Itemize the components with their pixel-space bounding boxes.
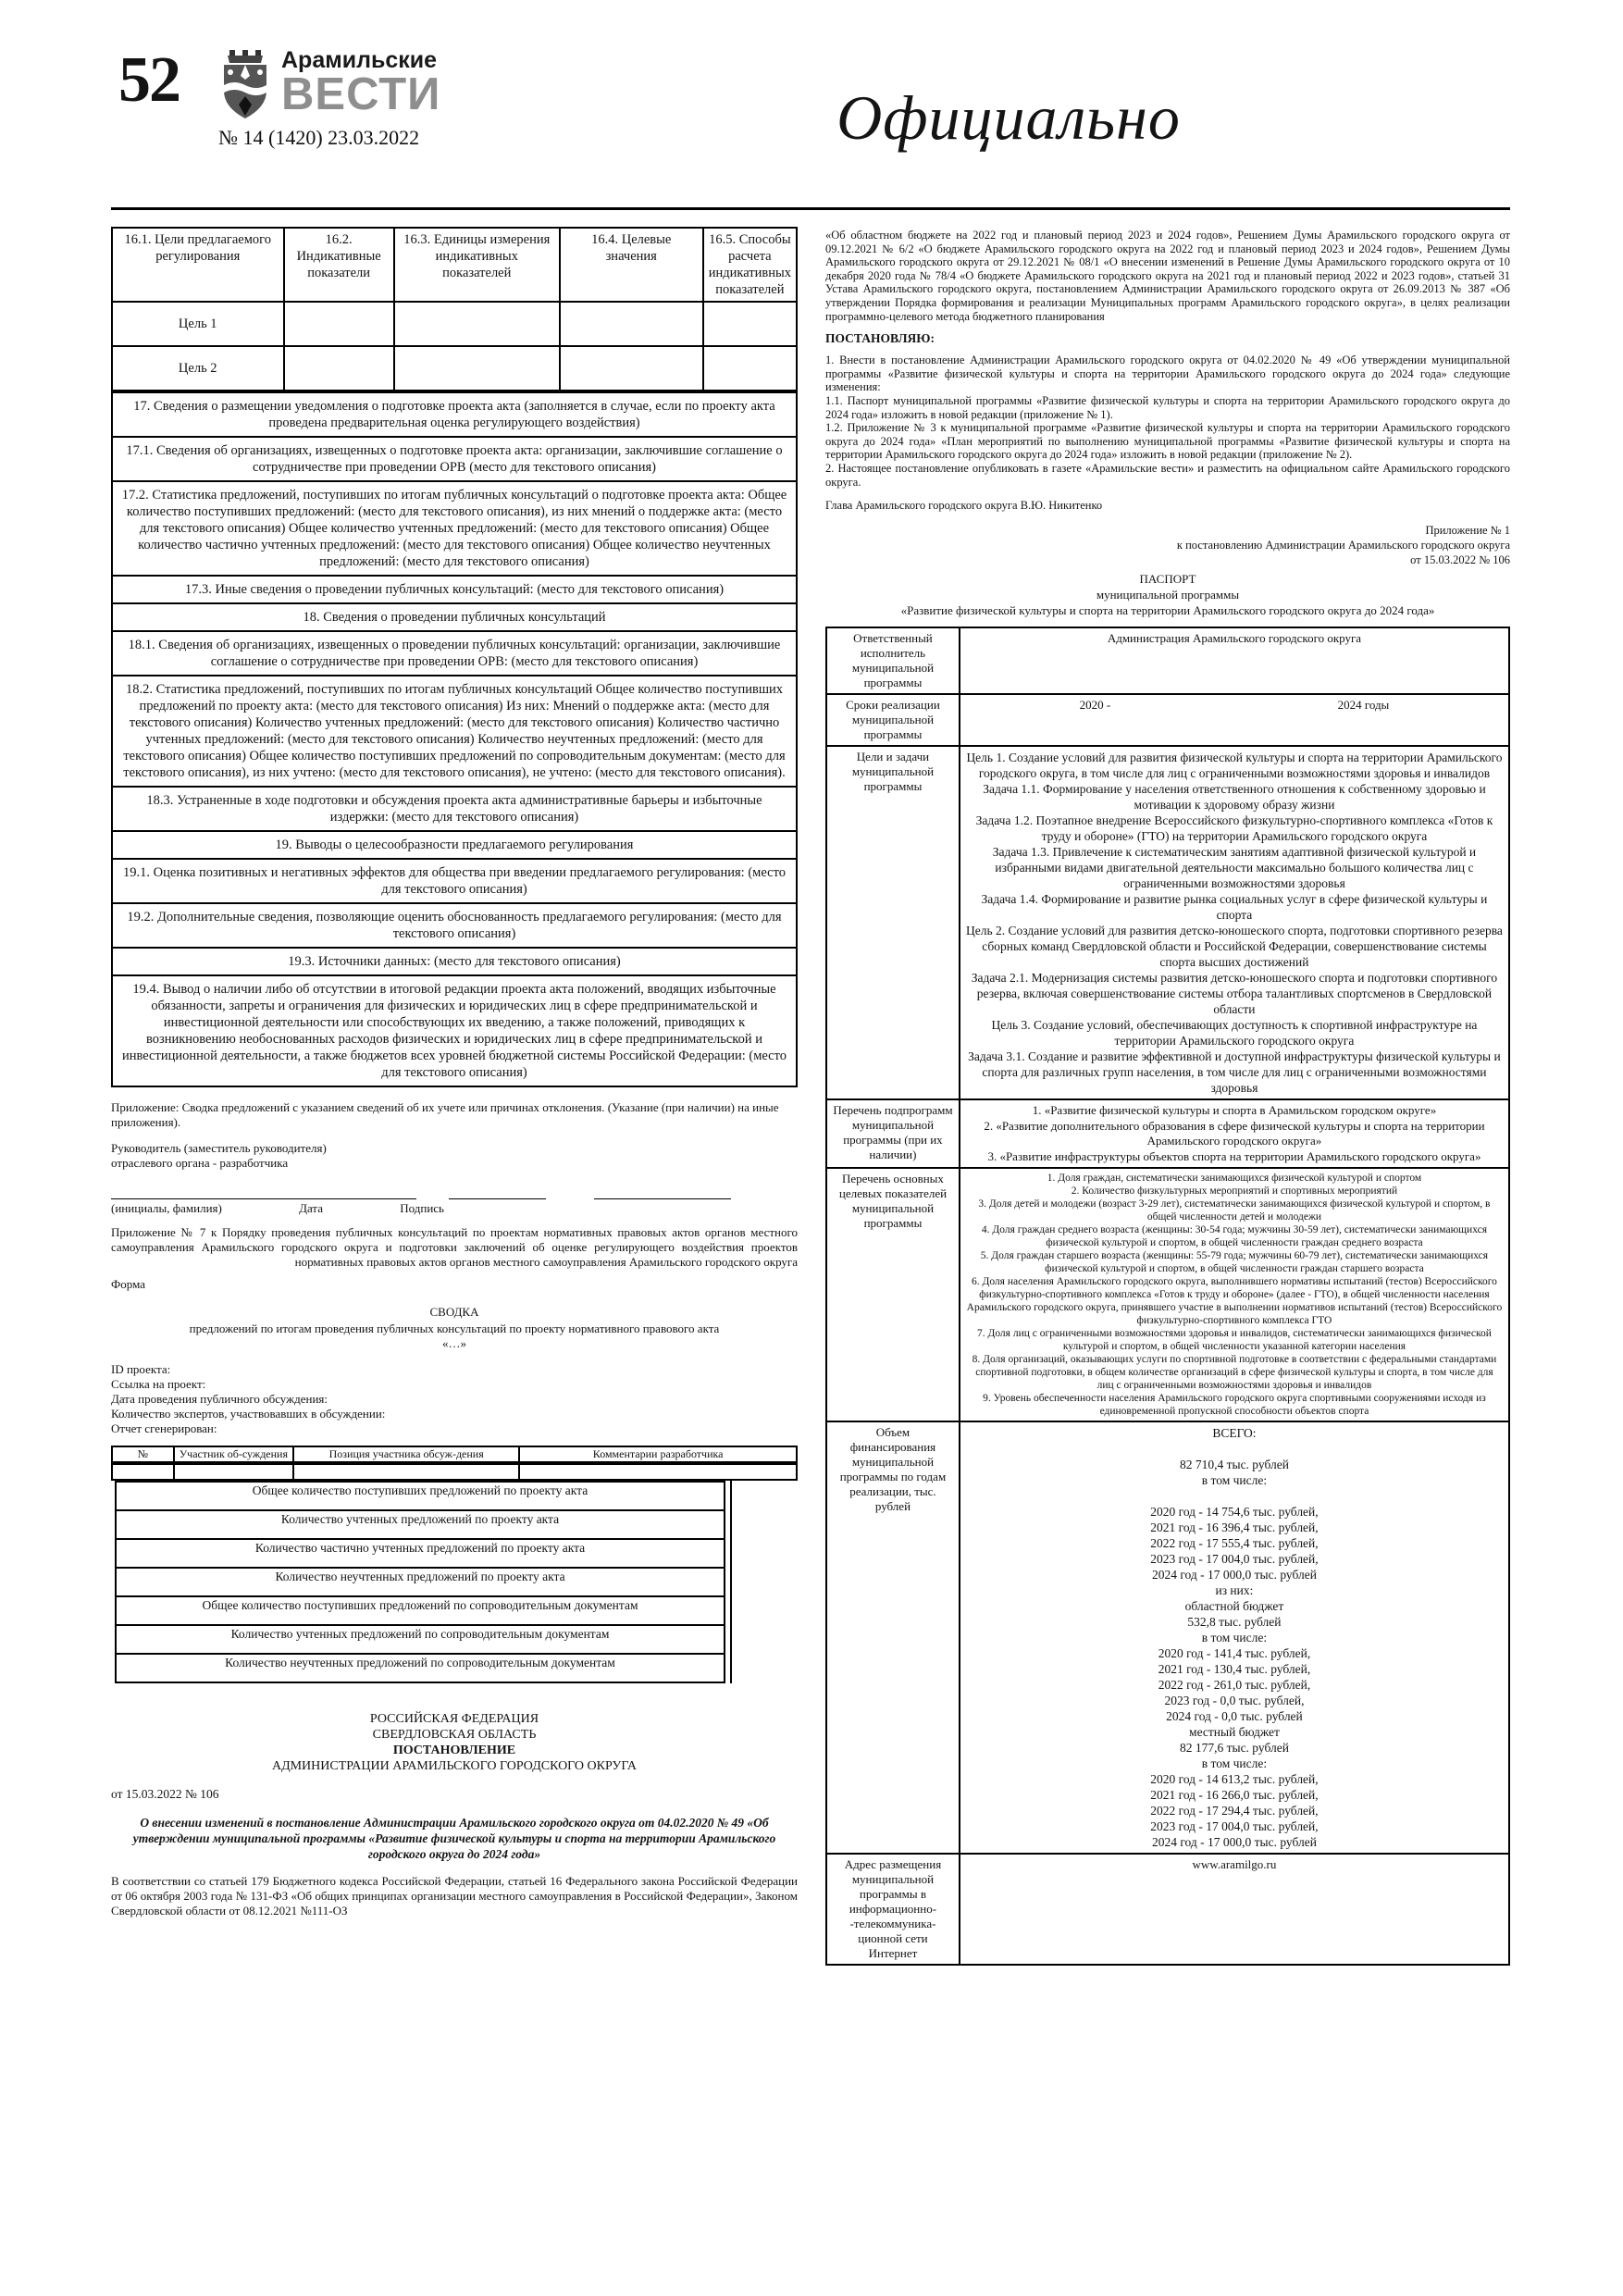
signer-line: Руководитель (заместитель руководителя) xyxy=(111,1141,327,1155)
passport-title-line: «Развитие физической культуры и спорта на территории Арамильского городского округа до 2024 года» xyxy=(900,603,1435,618)
financing-line xyxy=(966,1441,1503,1457)
table-row xyxy=(826,1421,1509,1854)
masthead xyxy=(118,44,441,150)
discussion-row xyxy=(112,1464,797,1480)
table-row xyxy=(826,1099,1509,1168)
financing-line: 532,8 тыс. рублей xyxy=(1187,1615,1282,1630)
decree-body-paragraph: В соответствии со статьей 179 Бюджетного кодекса Российской Федерации, статьей 16 Федерального закона Российской Федерации от 06 октября 2003 года № 131-ФЗ «Об общих принципах организации местного самоуправления в Российской Федерации», Законом Свердловской области от 08.12.2021 №111-ОЗ xyxy=(111,1874,798,1917)
svodka-quote: «…» xyxy=(442,1336,466,1350)
count-row: Количество учтенных предложений по сопроводительным документам xyxy=(115,1626,725,1655)
discussion-header-row xyxy=(112,1446,797,1462)
section-row: 18.3. Устраненные в ходе подготовки и обсуждения проекта акта административные барьеры и избыточные издержки: (место для текстового описания) xyxy=(111,788,798,832)
financing-line: 82 177,6 тыс. рублей xyxy=(1179,1741,1289,1756)
goal-line: Цель 3. Создание условий, обеспечивающих доступность к спортивной инфраструктуре на территории Арамильского городского округа xyxy=(991,1018,1478,1049)
discussion-header-cell: Комментарии разработчика xyxy=(519,1446,797,1462)
goal-line: Задача 1.2. Поэтапное внедрение Всероссийского физкультурно-спортивного комплекса «Готов к труду и обороне» (ГТО) на территории Арамильского городского округа xyxy=(975,813,1493,844)
paper-name-bottom: ВЕСТИ xyxy=(281,69,441,120)
financing-line: 2020 год - 141,4 тыс. рублей, xyxy=(1158,1646,1311,1661)
intro-paragraph: «Об областном бюджете на 2022 год и плановый период 2023 и 2024 годов», Решением Думы Арамильского городского округа от 09.12.2021 № 6/2 «О бюджете Арамильского городского округа на 2022 год и плановый период 2023 и 2024 годов», Решением Думы Арамильского городского округа от 29.12.2021 № 08/1 «О внесении изменений в Решение Думы Арамильского городского округа от 10 декабря 2020 года № 78/4 «О бюджете Арамильского городского округа на 2021 год и плановый период 2022 и 2023 годов», статьей 31 Устава Арамильского городского округа, постановлением Администрации Арамильского городского округа от 26.09.2013 № 387 «Об утверждении Порядка формирования и реализации Муниципальных программ Арамильского городского округа», в целях реализации программно-целевого метода бюджетного планирования xyxy=(825,229,1510,323)
financing-line: 2024 год - 0,0 тыс. рублей xyxy=(1166,1709,1303,1724)
paper-name-top: Арамильские xyxy=(281,47,438,73)
goal-line: Задача 2.1. Модернизация системы развития детско-юношеского спорта и подготовки спортивного резерва, включая совершенствование системы отбора талантливых спортсменов в Свердловской области xyxy=(971,971,1498,1017)
financing-line: 2023 год - 17 004,0 тыс. рублей, xyxy=(1150,1552,1319,1567)
section-row: 19.4. Вывод о наличии либо об отсутствии в итоговой редакции проекта акта положений, вводящих избыточные обязанности, запреты и ограничения для физических и юридических лиц в сфере предпринимательской и инвестиционной деятельности или способствующих их введению, а также положений, приводящих к возникновению необоснованных расходов физических и юридических лиц в сфере предпринимательской и инвестиционной деятельности, а также бюджетов всех уровней бюджетной системы Российской Федерации: (место для текстового описания) xyxy=(111,976,798,1087)
section-row: 17.3. Иные сведения о проведении публичных консультаций: (место для текстового описания) xyxy=(111,577,798,604)
indicator-line: 5. Доля граждан старшего возраста (женщины: 55-79 года; мужчины 60-79 лет), систематически занимающихся физической культурой и спортом, в общей численности граждан старшего возраста xyxy=(980,1250,1489,1275)
signature-caption xyxy=(111,1201,444,1216)
goal-line: Цель 2. Создание условий для развития детско-юношеского спорта, подготовки спортивного резерва сборных команд Свердловской области и Российской Федерации, совершенствование системы спорта высших достижений xyxy=(966,924,1503,970)
meta-line: Количество экспертов, участвовавших в обсуждении: xyxy=(111,1407,386,1421)
financing-line: в том числе: xyxy=(1201,1473,1268,1488)
coat-of-arms-icon xyxy=(218,48,272,120)
goal-line: Задача 3.1. Создание и развитие эффективной и доступной инфраструктуры физической культуры и спорта для различных групп населения, в том числе для лиц с ограниченными возможностями здоровья xyxy=(968,1049,1501,1096)
financing-line: 2021 год - 16 396,4 тыс. рублей, xyxy=(1150,1520,1319,1535)
discussion-table xyxy=(111,1446,798,1481)
count-row: Количество неучтенных предложений по сопроводительным документам xyxy=(115,1655,725,1683)
page-number: 52 xyxy=(118,44,180,116)
table-row xyxy=(826,627,1509,694)
financing-label: Объем финансирования муниципальной программы по годам реализации, тыс. рублей xyxy=(826,1421,960,1854)
goal-line: Задача 1.1. Формирование у населения ответственного отношения к собственному здоровью и мотивации к здоровому образу жизни xyxy=(983,782,1486,813)
sign-label: Подпись xyxy=(400,1201,444,1215)
financing-line: 2020 год - 14 613,2 тыс. рублей, xyxy=(1150,1772,1319,1787)
website-value: www.aramilgo.ru xyxy=(960,1854,1509,1965)
responsible-executor-value: Администрация Арамильского городского округа xyxy=(960,627,1509,694)
proposal-count-table xyxy=(115,1481,732,1683)
section-row: 17.1. Сведения об организациях, извещенных о подготовке проекта акта: организации, заключившие соглашение о сотрудничестве при проведении ОРВ (место для текстового описания) xyxy=(111,438,798,482)
table-row xyxy=(826,694,1509,746)
meta-line: Ссылка на проект: xyxy=(111,1377,206,1391)
project-meta-lines xyxy=(111,1362,798,1436)
indicator-line: 4. Доля граждан среднего возраста (женщины: 30-54 года; мужчины 30-59 лет), систематически занимающихся физической культурой и спортом, в общей численности граждан среднего возраста xyxy=(981,1224,1488,1249)
goals-label: Цели и задачи муниципальной программы xyxy=(826,746,960,1099)
decree-item: 1.2. Приложение № 3 к муниципальной программе «Развитие физической культуры и спорта на территории Арамильского городского округа до 2024 года» «План мероприятий по выполнению муниципальной программы «Развитие физической культуры и спорта на территории Арамильского городского округа до 2024 года» изложить в новой редакции (приложение № 2). xyxy=(825,421,1510,462)
count-row: Количество неучтенных предложений по проекту акта xyxy=(115,1569,725,1597)
financing-line: местный бюджет xyxy=(1189,1725,1280,1740)
meta-line: Дата проведения публичного обсуждения: xyxy=(111,1392,328,1406)
indicator-line: 6. Доля населения Арамильского городского округа, выполнившего нормативы испытаний (тестов) Всероссийского физкультурно-спортивного комплекса «Готов к труду и обороне» (далее - ГТО), в общей численности населения Арамильского городского округа, принявшего участие в выполнении нормативов испытаний (тестов) Всероссийского физкультурно-спортивного комплекса ГТО xyxy=(966,1276,1503,1327)
financing-line xyxy=(966,1488,1503,1504)
indicator-line: 3. Доля детей и молодежи (возраст 3-29 лет), систематически занимающихся физической культурой и спортом, в общей численности детей и молодежи xyxy=(978,1198,1491,1223)
goals-value xyxy=(960,746,1509,1099)
subprogram-line: 1. «Развитие физической культуры и спорта в Арамильском городском округе» xyxy=(1032,1103,1437,1118)
goal-1-cell: Цель 1 xyxy=(112,302,284,346)
table-16-header-cell: 16.1. Цели предлагаемого регулирования xyxy=(112,228,284,302)
signature-line xyxy=(111,1184,416,1199)
appendix-7-reference: Приложение № 7 к Порядку проведения публичных консультаций по проектам нормативных правовых актов органов местного самоуправления Арамильского городского округа и подготовки заключений об оценке регулирующего воздействия проектов нормативных правовых актов органов местного самоуправления Арамильского городского округа xyxy=(111,1225,798,1269)
financing-line: 2022 год - 261,0 тыс. рублей, xyxy=(1158,1678,1311,1693)
indicators-value xyxy=(960,1168,1509,1421)
table-16-indicators xyxy=(111,227,798,391)
section-row: 18.2. Статистика предложений, поступивших по итогам публичных консультаций Общее количество поступивших предложений по проекту акта: (место для текстового описания) Из них: Мнений о поддержке акта: (место для текстового описания) Количество учтенных предложений: (место для текстового описания) Количество частично учтенных предложений: (место для текстового описания) Количество неучтенных предложений: (место для текстового описания) Общее количество поступивших предложений по сопроводительным документам: (место для текстового описания), из них учтено: (место для текстового описания), не учтено: (место для текстового описания). xyxy=(111,676,798,788)
discussion-header-cell: Позиция участника обсуж-дения xyxy=(293,1446,519,1462)
region-line: СВЕРДЛОВСКАЯ ОБЛАСТЬ xyxy=(372,1728,537,1742)
section-row: 19. Выводы о целесообразности предлагаемого регулирования xyxy=(111,832,798,860)
count-row: Общее количество поступивших предложений по проекту акта xyxy=(115,1481,725,1511)
goal-2-cell: Цель 2 xyxy=(112,346,284,391)
decree-date-number: от 15.03.2022 № 106 xyxy=(111,1787,219,1801)
count-row: Количество частично учтенных предложений по проекту акта xyxy=(115,1540,725,1569)
table-row xyxy=(112,302,797,346)
table-16-header-cell: 16.5. Способы расчета индикативных показателей xyxy=(703,228,797,302)
section-title: Официально xyxy=(836,82,1181,153)
indicator-line: 7. Доля лиц с ограниченными возможностями здоровья и инвалидов, систематически занимающихся физической культурой и спортом, в общей численности указанной категории населения xyxy=(976,1328,1492,1353)
appendix-note: Приложение: Сводка предложений с указанием сведений об их учете или причинах отклонения. (Указание (при наличии) на иные приложения). xyxy=(111,1100,779,1129)
financing-line: 2021 год - 130,4 тыс. рублей, xyxy=(1158,1662,1311,1677)
forma-label: Форма xyxy=(111,1277,145,1291)
signature-lines xyxy=(111,1184,798,1199)
section-row: 18. Сведения о проведении публичных консультаций xyxy=(111,604,798,632)
decree-title: О внесении изменений в постановление Администрации Арамильского городского округа от 04.02.2020 № 49 «Об утверждении муниципальной программы «Развитие физической культуры и спорта на территории Арамильского городского округа до 2024 года» xyxy=(132,1816,776,1861)
indicators-label: Перечень основных целевых показателей муниципальной программы xyxy=(826,1168,960,1421)
left-column xyxy=(111,227,798,1918)
subprogram-line: 3. «Развитие инфраструктуры объектов спорта на территории Арамильского городского округа» xyxy=(987,1148,1481,1163)
table-row xyxy=(112,346,797,391)
section-row: 19.2. Дополнительные сведения, позволяющие оценить обоснованность предлагаемого регулирования: (место для текстового описания) xyxy=(111,904,798,949)
timeline-label: Сроки реализации муниципальной программы xyxy=(826,694,960,746)
subprograms-label: Перечень подпрограмм муниципальной программы (при их наличии) xyxy=(826,1099,960,1168)
discussion-header-cell: Участник об-суждения xyxy=(174,1446,294,1462)
goal-line: Задача 1.3. Привлечение к систематическим занятиям адаптивной физической культурой и избранными видами двигательной деятельности максимально большого количества лиц с ограниченными возможностями здоровья xyxy=(992,845,1477,891)
subprogram-line: 2. «Развитие дополнительного образования в сфере физической культуры и спорта на территории Арамильского городского округа» xyxy=(984,1118,1485,1148)
svodka-form-section xyxy=(111,1100,798,1918)
indicator-line: 9. Уровень обеспеченности населения Арамильского городского округа спортивными сооружениями исходя из единовременной пропускной способности объектов спорта xyxy=(983,1393,1486,1418)
goal-line: Задача 1.4. Формирование и развитие рынка социальных услуг в сфере физической культуры и спорта xyxy=(981,892,1488,923)
subprograms-value xyxy=(960,1099,1509,1168)
sections-17-19-table xyxy=(111,391,798,1087)
indicator-line: 1. Доля граждан, систематически занимающихся физической культурой и спортом xyxy=(1047,1173,1422,1185)
signer-block xyxy=(111,1141,798,1171)
financing-line: областной бюджет xyxy=(1184,1599,1284,1614)
passport-title-line: ПАСПОРТ xyxy=(1139,572,1196,587)
section-row: 18.1. Сведения об организациях, извещенных о проведении публичных консультаций: организации, заключившие соглашение о сотрудничестве при проведении ОРВ: (место для текстового описания) xyxy=(111,632,798,676)
table-16-header-cell: 16.4. Целевые значения xyxy=(560,228,703,302)
financing-line: ВСЕГО: xyxy=(1212,1426,1257,1441)
appendix-1-line: от 15.03.2022 № 106 xyxy=(1410,553,1510,567)
financing-line: 2022 год - 17 555,4 тыс. рублей, xyxy=(1150,1536,1319,1551)
table-16-header-cell: 16.3. Единицы измерения индикативных показателей xyxy=(394,228,560,302)
financing-line: в том числе: xyxy=(1201,1631,1268,1645)
signature-line xyxy=(449,1184,546,1199)
financing-line: из них: xyxy=(1215,1583,1254,1598)
masthead-rule xyxy=(111,207,1510,210)
timeline-value xyxy=(960,694,1509,746)
section-row: 19.3. Источники данных: (место для текстового описания) xyxy=(111,949,798,976)
signature-line xyxy=(594,1184,731,1199)
table-row xyxy=(826,1854,1509,1965)
financing-line: 2021 год - 16 266,0 тыс. рублей, xyxy=(1150,1788,1319,1803)
appendix-1-reference xyxy=(825,523,1510,567)
date-label: Дата xyxy=(299,1201,324,1215)
paper-logo xyxy=(218,48,440,150)
goal-line: Цель 1. Создание условий для развития физической культуры и спорта на территории Арамильского городского округа, в том числе для лиц с ограниченными возможностями здоровья и инвалидов xyxy=(966,751,1503,781)
issue-number: № 14 (1420) 23.03.2022 xyxy=(218,126,420,149)
section-row: 19.1. Оценка позитивных и негативных эффектов для общества при введении предлагаемого регулирования: (место для текстового описания) xyxy=(111,860,798,904)
financing-line: 82 710,4 тыс. рублей xyxy=(1179,1458,1289,1472)
resolution-word: ПОСТАНОВЛЕНИЕ xyxy=(392,1744,516,1757)
svodka-heading xyxy=(111,1305,798,1351)
meta-line: ID проекта: xyxy=(111,1362,171,1376)
row-number-cell xyxy=(112,1464,174,1480)
count-row: Общее количество поступивших предложений по сопроводительным документам xyxy=(115,1597,725,1626)
passport-title-line: муниципальной программы xyxy=(1096,588,1240,602)
right-column xyxy=(825,229,1510,1966)
timeline-start: 2020 - xyxy=(1079,698,1111,713)
financing-line: 2022 год - 17 294,4 тыс. рублей, xyxy=(1150,1804,1319,1818)
indicator-line: 8. Доля организаций, оказывающих услуги по спортивной подготовке в соответствии с федеральными стандартами спортивной подготовки, в общем количестве организаций в сфере физической культуры и спорта, в том числе для лиц с ограниченными возможностями здоровья и инвалидов xyxy=(972,1354,1497,1392)
passport-table xyxy=(825,627,1510,1966)
financing-value xyxy=(960,1421,1509,1854)
table-16-header-cell: 16.2. Индикативные показатели xyxy=(284,228,394,302)
indicator-line: 2. Количество физкультурных мероприятий и спортивных мероприятий xyxy=(1071,1185,1398,1198)
appendix-1-line: к постановлению Администрации Арамильского городского округа xyxy=(1176,539,1510,552)
financing-line: 2023 год - 17 004,0 тыс. рублей, xyxy=(1150,1819,1319,1834)
website-label: Адрес размещения муниципальной программы в информационно- -телекоммуника- ционной сети Интернет xyxy=(826,1854,960,1965)
timeline-end: 2024 годы xyxy=(1337,698,1390,713)
section-row: 17. Сведения о размещении уведомления о подготовке проекта акта (заполняется в случае, если по проекту акта проведена предварительная оценка регулирующего воздействия) xyxy=(111,391,798,438)
signer-line: отраслевого органа - разработчика xyxy=(111,1156,289,1170)
administration-line: АДМИНИСТРАЦИИ АРАМИЛЬСКОГО ГОРОДСКОГО ОКРУГА xyxy=(271,1759,638,1773)
table-row xyxy=(826,1168,1509,1421)
meta-line: Отчет сгенерирован: xyxy=(111,1421,217,1435)
section-row: 17.2. Статистика предложений, поступивших по итогам публичных консультаций о подготовке проекта акта: Общее количество поступивших предложений: (место для текстового описания), из них мнений о поддержке акта: (место для текстового описания) Общее количество учтенных предложений: (место для текстового описания) Общее количество частично учтенных предложений: (место для текстового описания) Общее количество неучтенных предложений: (место для текстового описания) xyxy=(111,482,798,577)
country-line: РОССИЙСКАЯ ФЕДЕРАЦИЯ xyxy=(369,1712,539,1726)
decree-item: 2. Настоящее постановление опубликовать в газете «Арамильские вести» и разместить на официальном сайте Арамильского городского округа. xyxy=(825,461,1510,489)
decree-item: 1. Внести в постановление Администрации Арамильского городского округа от 04.02.2020 № 49 «Об утверждении муниципальной программы «Развитие физической культуры и спорта на территории Арамильского городского округа до 2024 года» следующие изменения: xyxy=(825,354,1510,394)
resolution-heading xyxy=(111,1711,798,1774)
resolve-label: ПОСТАНОВЛЯЮ: xyxy=(825,331,935,346)
financing-line: 2023 год - 0,0 тыс. рублей, xyxy=(1164,1694,1305,1708)
table-row xyxy=(826,746,1509,1099)
responsible-executor-label: Ответственный исполнитель муниципальной программы xyxy=(826,627,960,694)
financing-line: в том числе: xyxy=(1201,1756,1268,1771)
table-16-header-row xyxy=(112,228,797,302)
decree-items xyxy=(825,354,1510,489)
financing-line: 2020 год - 14 754,6 тыс. рублей, xyxy=(1150,1505,1319,1520)
initials-label: (инициалы, фамилия) xyxy=(111,1201,222,1215)
mayor-signature: Глава Арамильского городского округа В.Ю. Никитенко xyxy=(825,499,1103,513)
discussion-header-cell: № xyxy=(112,1446,174,1462)
appendix-1-line: Приложение № 1 xyxy=(1425,524,1510,538)
financing-line: 2024 год - 17 000,0 тыс. рублей xyxy=(1151,1568,1317,1582)
count-row: Количество учтенных предложений по проекту акта xyxy=(115,1511,725,1540)
svodka-subtitle: предложений по итогам проведения публичных консультаций по проекту нормативного правового акта xyxy=(189,1322,720,1335)
svodka-title: СВОДКА xyxy=(429,1305,479,1319)
financing-line: 2024 год - 17 000,0 тыс. рублей xyxy=(1151,1835,1317,1850)
passport-heading xyxy=(825,571,1510,618)
decree-item: 1.1. Паспорт муниципальной программы «Развитие физической культуры и спорта на территории Арамильского городского округа до 2024 года» изложить в новой редакции (приложение № 1). xyxy=(825,393,1510,421)
